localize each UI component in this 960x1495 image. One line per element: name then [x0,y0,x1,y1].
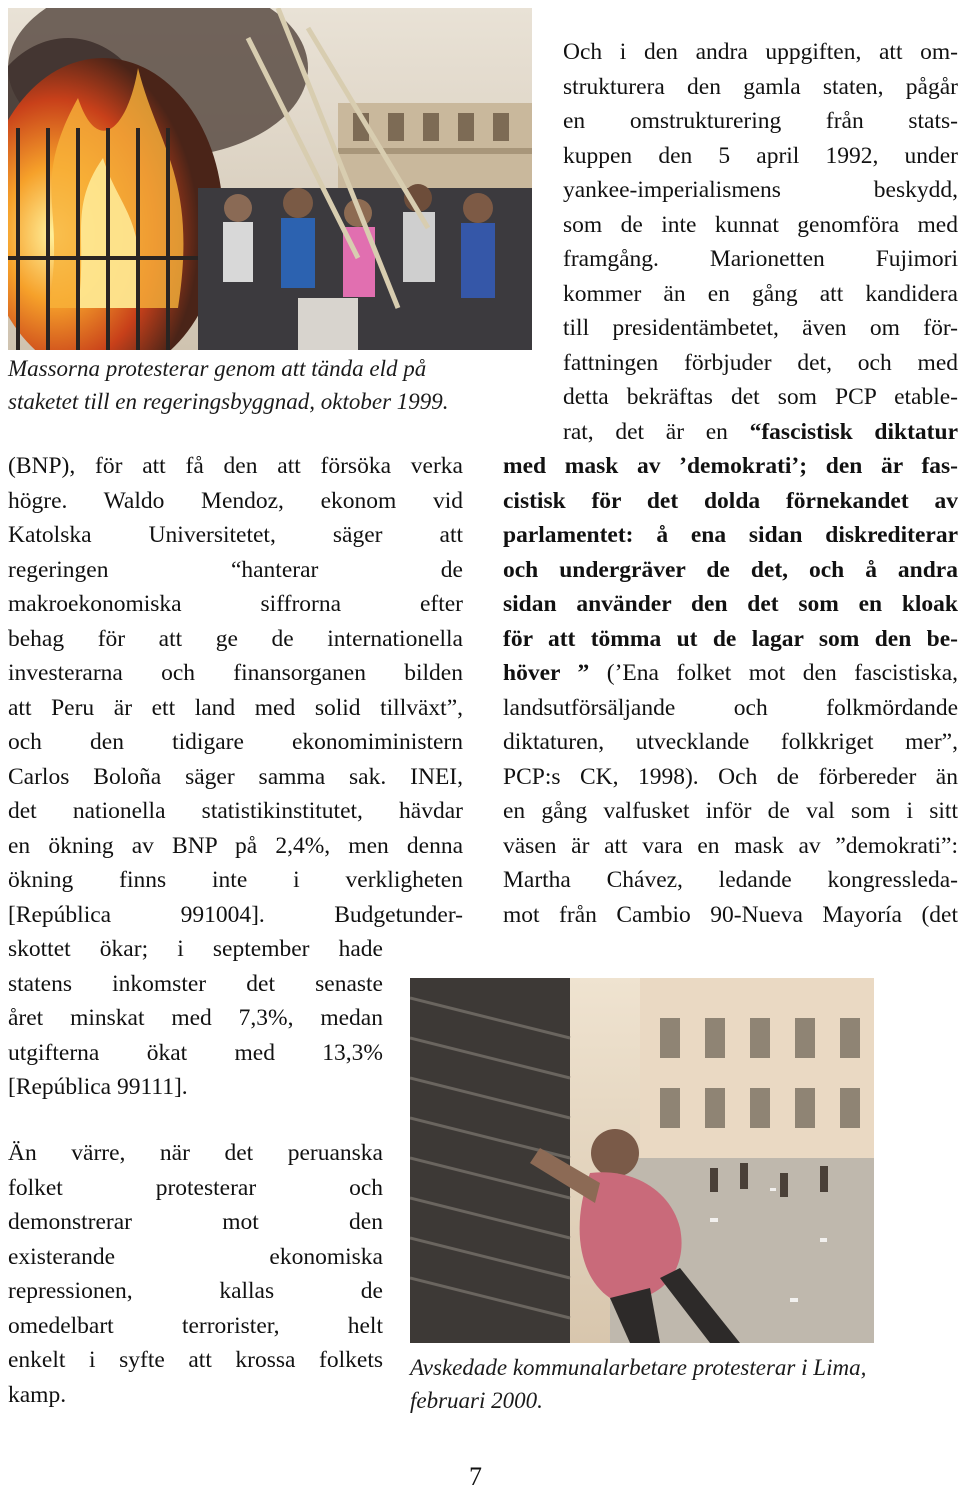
text-line-bold: cistisk för det dolda förnekandet av [503,487,958,514]
text-line: en ökning av BNP på 2,4%, men denna [8,832,463,859]
text-line: kuppen den 5 april 1992, under [563,142,958,169]
text-line: yankee-imperialismens beskydd, [563,177,958,203]
left-column-paragraph-2 [8,1136,383,1412]
text-line: fattningen förbjuder det, och med [563,349,958,376]
text-line: kamp. [8,1381,67,1408]
text-line: existerande ekonomiska [8,1243,383,1270]
photo-workers-protest [410,978,874,1343]
text-line: Carlos Boloña säger samma sak. INEI, [8,763,463,790]
text-line: folket protesterar och [8,1174,383,1201]
text-line: utgifterna ökat med 13,3% [8,1039,383,1066]
photo1-caption-line: staketet till en regeringsbyggnad, oktober 1999. [8,389,449,414]
text-line: året minskat med 7,3%, medan [8,1005,383,1031]
left-column [8,449,463,1105]
text-line: omedelbart terrorister, helt [8,1312,383,1339]
text-line: väsen är att vara en mask av ”demokrati”: [503,832,958,859]
text-line: en gång valfusket inför de val som i sitt [503,798,958,824]
text-line: repressionen, kallas de [8,1278,383,1304]
text-line: landsutförsäljande och folkmördande [503,694,958,721]
text-bold: höver ” [503,660,590,686]
text-line: behag för att ge de internationella [8,625,463,652]
page-number: 7 [469,1462,482,1491]
text-line: regeringen “hanterar de [8,556,463,583]
text-line: mot från Cambio 90-Nueva Mayoría (det [503,901,958,928]
photo2-caption-line: Avskedade kommunalarbetare protesterar i Lima, [410,1355,867,1380]
text-line: en omstrukturering från stats- [563,108,958,134]
text-line: [República 99111]. [8,1074,188,1100]
text-line: högre. Waldo Mendoz, ekonom vid [8,487,463,514]
text-line: investerarna och finansorganen bilden [8,660,463,686]
text-line: kommer än en gång att kandidera [563,280,958,307]
text-line: PCP:s CK, 1998). Och de förbereder än [503,763,958,790]
text-line: Katolska Universitetet, säger att [8,522,463,548]
text-line: demonstrerar mot den [8,1209,383,1235]
text-line: det nationella statistikinstitutet, hävdar [8,798,463,824]
text-line: (BNP), för att få den att försöka verka [8,453,463,479]
text-line: ökning finns inte i verkligheten [8,867,463,893]
text-line-bold: och undergräver de det, och å andra [503,556,958,583]
text-normal: rat, det är en [563,418,750,445]
text-line-bold: parlamentet: å ena sidan diskrediterar [503,522,958,548]
text-line: och den tidigare ekonomiministern [8,729,463,755]
photo2-caption [410,1351,958,1417]
text-line: som de inte kunnat genomföra med [563,211,958,238]
text-line [503,656,958,691]
text-line-bold: sidan använder den det som en kloak [503,591,958,617]
photo1-caption [8,352,538,418]
text-line [503,415,958,450]
text-line: enkelt i syfte att krossa folkets [8,1347,383,1373]
text-line: Än värre, när det peruanska [8,1140,383,1166]
text-line: framgång. Marionetten Fujimori [563,246,958,272]
right-column [503,35,958,932]
text-line: skottet ökar; i september hade [8,936,383,962]
photo1-caption-line: Massorna protesterar genom att tända eld på [8,356,427,381]
text-line-bold: för att tömma ut de lagar som den be- [503,625,958,652]
text-line: makroekonomiska siffrorna efter [8,591,463,617]
text-line: att Peru är ett land med solid tillväxt”, [8,694,463,721]
text-line: till presidentämbetet, även om för- [563,315,958,341]
text-normal: (’Ena folket mot den fascistiska, [589,660,958,686]
photo2-caption-line: februari 2000. [410,1388,543,1413]
text-line: [República 991004]. Budgetunder- [8,901,463,928]
text-line: strukturera den gamla staten, pågår [563,73,958,100]
text-line: diktaturen, utvecklande folkkriget mer”, [503,729,958,755]
photo-fence-fire-image [8,8,532,350]
photo-workers-protest-image [410,978,874,1343]
text-line: Och i den andra uppgiften, att om- [563,39,958,65]
text-line: Martha Chávez, ledande kongressleda- [503,867,958,893]
text-bold: “fascistisk diktatur [749,418,959,445]
text-line: statens inkomster det senaste [8,970,383,997]
text-line-bold: med mask av ’demokrati’; den är fas- [503,453,958,479]
text-line: detta bekräftas det som PCP etable- [563,384,958,410]
photo-fence-fire [8,8,532,350]
